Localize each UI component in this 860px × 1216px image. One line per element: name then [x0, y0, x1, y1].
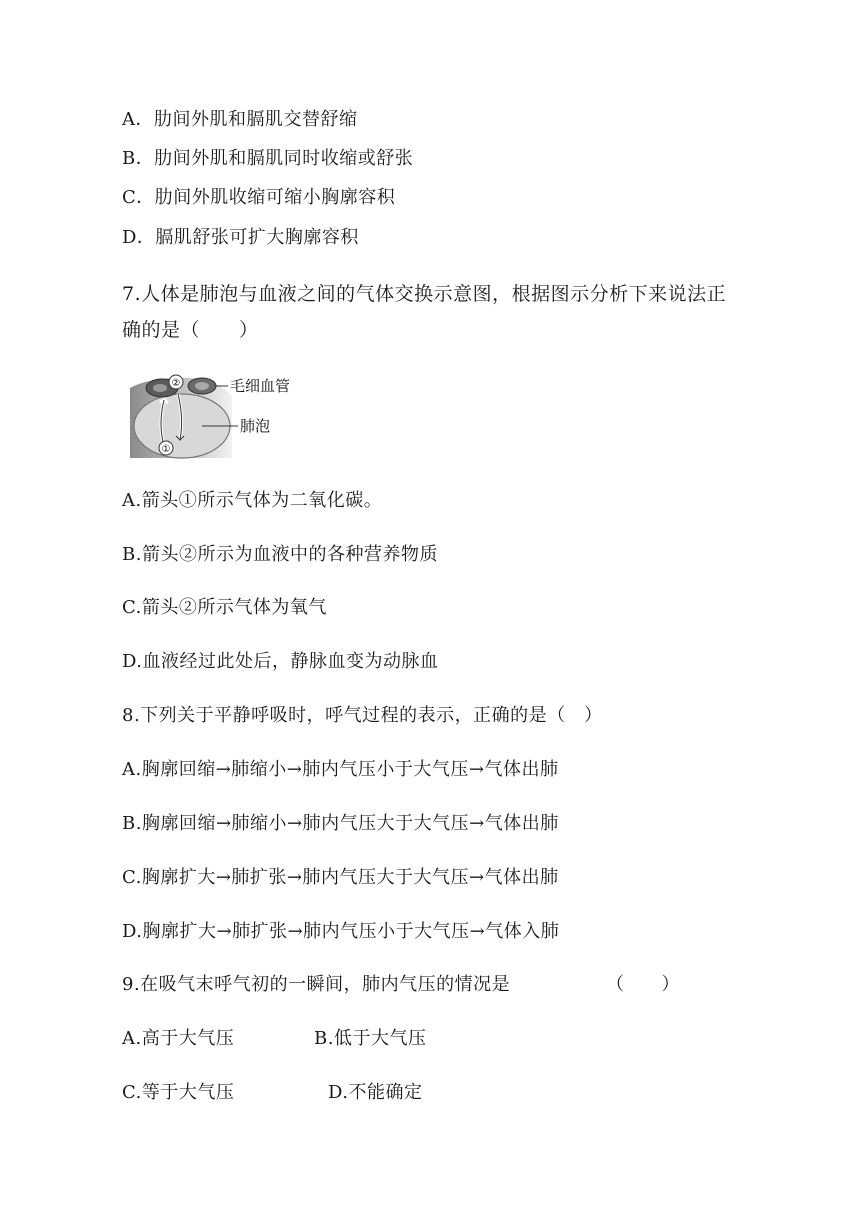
- capillary-right-inner: [195, 382, 209, 390]
- q6-option-c: C．肋间外肌收缩可缩小胸廓容积: [122, 187, 396, 208]
- q8-option-c: C.胸廓扩大→肺扩张→肺内气压大于大气压→气体出肺: [122, 867, 559, 888]
- q7-option-c: C.箭头②所示气体为氧气: [122, 597, 327, 618]
- alveolus-capillary-diagram: [122, 366, 322, 466]
- q6-option-b: B．肋间外肌和膈肌同时收缩或舒张: [122, 148, 414, 169]
- q7-option-d: D.血液经过此处后，静脉血变为动脉血: [122, 651, 439, 672]
- q9-stem-text: 9.在吸气末呼气初的一瞬间，肺内气压的情况是: [122, 974, 511, 995]
- q9-stem: [122, 973, 680, 997]
- q8-stem: 8.下列关于平静呼吸时，呼气过程的表示，正确的是（ ）: [122, 705, 603, 726]
- q7-option-a: A.箭头①所示气体为二氧化碳。: [122, 490, 383, 511]
- q7-stem-line1: 7.人体是肺泡与血液之间的气体交换示意图，根据图示分析下来说法正: [122, 283, 727, 305]
- capillary-left-inner: [153, 384, 167, 392]
- q9-answer-paren: （ ）: [606, 974, 680, 995]
- q9-options-row2: [122, 1081, 423, 1105]
- q9-option-a: A.高于大气压: [122, 1028, 235, 1049]
- marker-1-label: ①: [161, 444, 171, 455]
- q7-option-b: B.箭头②所示为血液中的各种营养物质: [122, 544, 438, 565]
- q6-option-d: D．膈肌舒张可扩大胸廓容积: [122, 227, 359, 248]
- q9-option-b: B.低于大气压: [314, 1028, 427, 1049]
- q9-option-d: D.不能确定: [328, 1082, 423, 1103]
- q8-option-b: B.胸廓回缩→肺缩小→肺内气压大于大气压→气体出肺: [122, 813, 559, 834]
- q8-option-d: D.胸廓扩大→肺扩张→肺内气压小于大气压→气体入肺: [122, 921, 560, 942]
- alveolus-label: 肺泡: [240, 417, 271, 435]
- q9-options-row1: [122, 1027, 427, 1051]
- capillary-label: 毛细血管: [230, 377, 291, 395]
- alveolus-diagram-svg: [122, 366, 322, 466]
- q6-option-a: A．肋间外肌和膈肌交替舒缩: [122, 109, 358, 130]
- q9-option-c: C.等于大气压: [122, 1082, 235, 1103]
- q8-option-a: A.胸廓回缩→肺缩小→肺内气压小于大气压→气体出肺: [122, 759, 559, 780]
- q7-stem-line2: 确的是（ ）: [122, 319, 259, 341]
- marker-2-label: ②: [171, 378, 181, 389]
